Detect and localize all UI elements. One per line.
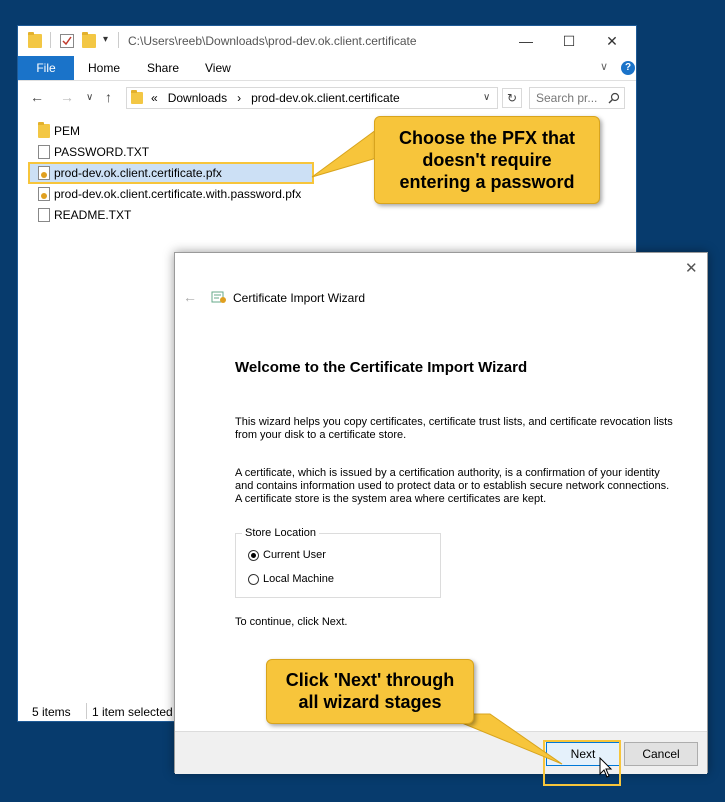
search-icon bbox=[608, 92, 620, 104]
back-arrow-icon[interactable]: ← bbox=[30, 89, 44, 105]
wizard-title: Certificate Import Wizard bbox=[233, 291, 366, 305]
window-title: C:\Users\reeb\Downloads\prod-dev.ok.client.certificate bbox=[128, 34, 417, 48]
tab-home[interactable]: Home bbox=[88, 61, 121, 75]
properties-icon[interactable] bbox=[60, 34, 74, 48]
tab-share[interactable]: Share bbox=[147, 61, 180, 75]
close-button[interactable]: ✕ bbox=[606, 33, 618, 49]
radio-selected-icon[interactable] bbox=[248, 550, 259, 561]
file-name: prod-dev.ok.client.certificate.with.password.pfx bbox=[54, 187, 302, 201]
radio-current-user[interactable] bbox=[248, 548, 368, 564]
crumb-separator: › bbox=[237, 91, 242, 105]
address-bar[interactable] bbox=[126, 87, 498, 109]
item-count: 5 items bbox=[32, 705, 71, 719]
selection-count: 1 item selected bbox=[92, 705, 173, 719]
recent-locations-icon[interactable]: ∨ bbox=[86, 92, 94, 103]
text-file-icon bbox=[38, 208, 50, 222]
list-item[interactable] bbox=[38, 121, 338, 141]
tab-file[interactable]: File bbox=[18, 56, 74, 80]
search-placeholder: Search pr... bbox=[536, 91, 598, 105]
callout-choose-pfx bbox=[374, 116, 600, 204]
minimize-button[interactable]: — bbox=[519, 33, 533, 49]
wizard-heading: Welcome to the Certificate Import Wizard bbox=[235, 359, 528, 376]
folder-icon bbox=[28, 34, 42, 48]
file-name: PEM bbox=[54, 124, 81, 138]
radio-unselected-icon[interactable] bbox=[248, 574, 259, 585]
file-name: prod-dev.ok.client.certificate.pfx bbox=[54, 166, 222, 180]
callout-line: all wizard stages bbox=[298, 692, 442, 712]
search-input[interactable] bbox=[529, 87, 625, 109]
next-button[interactable]: Next bbox=[546, 742, 620, 766]
expand-ribbon-icon[interactable]: ∨ bbox=[600, 61, 609, 73]
customize-toolbar-icon[interactable]: ▾ bbox=[103, 34, 109, 45]
ribbon-tabs bbox=[18, 56, 636, 81]
callout-click-next bbox=[266, 659, 474, 724]
certificate-wizard-icon bbox=[211, 289, 227, 305]
list-item[interactable] bbox=[38, 205, 338, 225]
file-name: README.TXT bbox=[54, 208, 132, 222]
certificate-icon bbox=[38, 166, 50, 180]
callout-line: Click 'Next' through bbox=[285, 670, 455, 690]
crumb-certificate-folder[interactable]: prod-dev.ok.client.certificate bbox=[251, 91, 400, 105]
certificate-icon bbox=[38, 187, 50, 201]
file-name: PASSWORD.TXT bbox=[54, 145, 150, 159]
address-dropdown-icon[interactable]: ∨ bbox=[483, 92, 491, 103]
wizard-intro-text: This wizard helps you copy certificates, certificate trust lists, and certificate revocation lists from your disk to a certificate store. bbox=[235, 416, 673, 441]
store-location-group bbox=[235, 527, 441, 598]
mouse-cursor-icon bbox=[599, 757, 615, 779]
up-arrow-icon[interactable]: ↑ bbox=[105, 89, 112, 105]
text-file-icon bbox=[38, 145, 50, 159]
title-bar bbox=[18, 26, 636, 56]
forward-arrow-icon[interactable]: → bbox=[60, 89, 74, 105]
navigation-bar bbox=[18, 82, 636, 114]
radio-label: Current User bbox=[263, 549, 326, 561]
list-item-selected[interactable] bbox=[38, 163, 338, 183]
radio-label: Local Machine bbox=[263, 573, 334, 585]
store-location-legend: Store Location bbox=[242, 527, 319, 539]
callout-line: doesn't require bbox=[422, 150, 552, 170]
address-prefix: « bbox=[151, 91, 158, 105]
list-item[interactable] bbox=[38, 184, 338, 204]
wizard-back-arrow-icon[interactable]: ← bbox=[183, 289, 197, 305]
callout-line: Choose the PFX that bbox=[398, 128, 575, 148]
new-folder-icon[interactable] bbox=[82, 34, 96, 48]
cancel-button[interactable]: Cancel bbox=[624, 742, 698, 766]
address-path[interactable] bbox=[151, 91, 400, 105]
callout-line: entering a password bbox=[399, 172, 575, 192]
crumb-downloads[interactable]: Downloads bbox=[167, 91, 228, 105]
wizard-description-text: A certificate, which is issued by a certification authority, is a confirmation of your identity and contains information used to protect data or to establish secure network connections. A certificate store is the system area where certificates are kept. bbox=[235, 467, 670, 505]
list-item[interactable] bbox=[38, 142, 338, 162]
maximize-button[interactable]: ☐ bbox=[562, 33, 576, 49]
radio-local-machine[interactable] bbox=[248, 572, 368, 588]
tab-view[interactable]: View bbox=[205, 61, 231, 75]
wizard-close-icon[interactable]: ✕ bbox=[685, 260, 698, 277]
folder-icon bbox=[38, 124, 50, 138]
folder-icon bbox=[131, 92, 143, 104]
refresh-icon[interactable]: ↻ bbox=[502, 88, 522, 108]
continue-instruction: To continue, click Next. bbox=[235, 616, 348, 628]
help-icon[interactable]: ? bbox=[621, 61, 635, 75]
